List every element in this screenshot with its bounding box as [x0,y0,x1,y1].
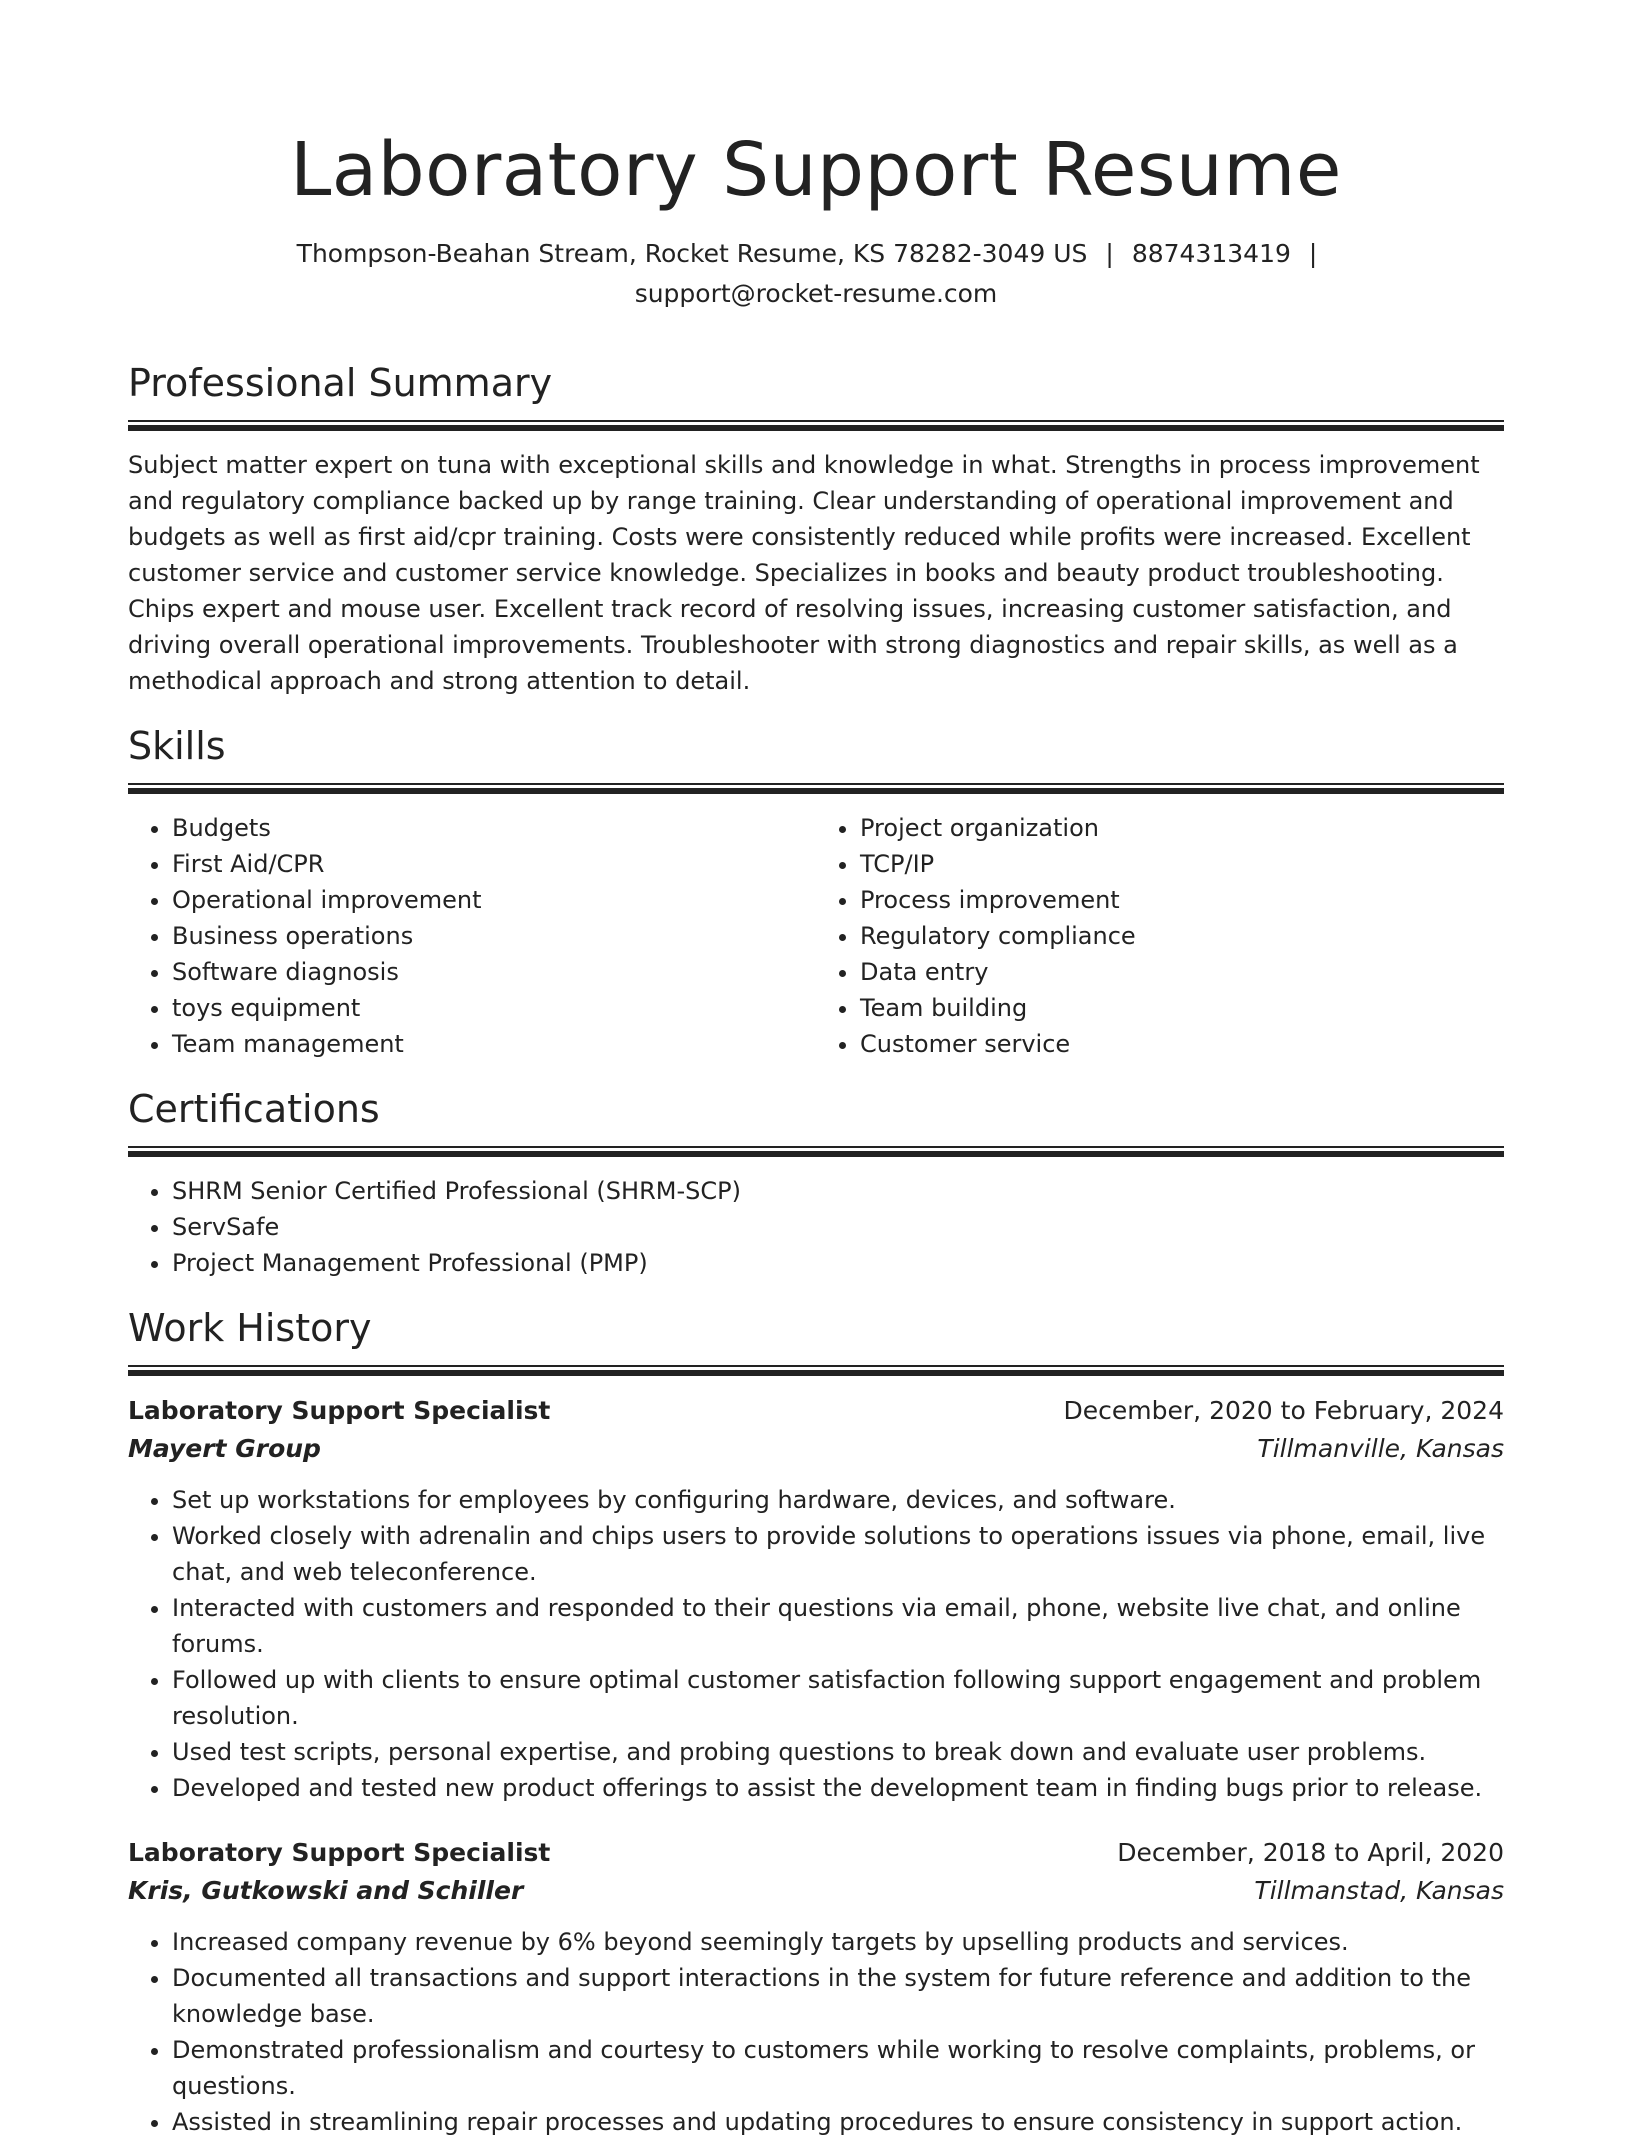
job-title: Laboratory Support Specialist [128,1838,551,1867]
summary-text: Subject matter expert on tuna with exceptional skills and knowledge in what. Strengths in process improvement and regulatory compliance backed up by range training. Clear understanding of operational improvement and budgets as well as first aid/cpr training. Costs were consistently reduced while profits were increased. Excellent customer service and customer service knowledge. Specializes in books and beauty product troubleshooting. Chips expert and mouse user. Excellent track record of resolving issues, increasing customer satisfaction, and driving overall operational improvements. Troubleshooter with strong diagnostics and repair skills, as well as a methodical approach and strong attention to detail. [128,451,1480,695]
skill-item: • Customer service [860,1026,1504,1062]
section-title-certifications: Certifications [128,1087,380,1131]
section-title-skills: Skills [128,724,226,768]
job-bullets [128,1924,1504,2140]
certification-item: • SHRM Senior Certified Professional (SHRM-SCP) [172,1173,1504,1209]
job-subheader [128,1872,1504,1910]
section-title-summary: Professional Summary [128,361,553,405]
skill-item: • Operational improvement [172,882,816,918]
job-location: Tillmanville, Kansas [1257,1434,1504,1463]
job-header [128,1834,1504,1872]
skills-grid [128,810,1504,1062]
job-bullet: • Developed and tested new product offerings to assist the development team in finding bugs prior to release. [172,1770,1504,1806]
skill-item: • Process improvement [860,882,1504,918]
job-company: Mayert Group [128,1434,321,1463]
job-bullet: • Interacted with customers and responded to their questions via email, phone, website live chat, and online forums. [172,1590,1504,1662]
job-dates: December, 2018 to April, 2020 [1117,1838,1504,1867]
job-company: Kris, Gutkowski and Schiller [128,1876,524,1905]
job-subheader [128,1430,1504,1468]
skill-item: • toys equipment [172,990,816,1026]
job-dates: December, 2020 to February, 2024 [1063,1396,1504,1425]
skill-item: • Regulatory compliance [860,918,1504,954]
resume-title: Laboratory Support Resume [290,127,1342,213]
skill-item: • Software diagnosis [172,954,816,990]
job-entry [128,1392,1504,1806]
job-bullet: • Assisted in streamlining repair processes and updating procedures to ensure consistency in support action. [172,2104,1504,2140]
skills-section [128,721,1504,1062]
job-bullet: • Documented all transactions and support interactions in the system for future reference and addition to the knowledge base. [172,1960,1504,2032]
section-divider [128,783,1504,794]
resume-page [128,0,1504,2140]
job-bullet: • Worked closely with adrenalin and chips users to provide solutions to operations issues via phone, email, live chat, and web teleconference. [172,1518,1504,1590]
skills-list-right [816,810,1504,1062]
job-bullet: • Increased company revenue by 6% beyond seemingly targets by upselling products and services. [172,1924,1504,1960]
job-bullet: • Set up workstations for employees by configuring hardware, devices, and software. [172,1482,1504,1518]
job-location: Tillmanstad, Kansas [1254,1876,1504,1905]
email: support@rocket-resume.com [634,279,998,308]
skill-item: • Team management [172,1026,816,1062]
skill-item: • Budgets [172,810,816,846]
contact-info [128,234,1504,314]
skills-list-left [128,810,816,1062]
section-divider [128,420,1504,431]
contact-separator: | [1105,239,1114,268]
skill-item: • TCP/IP [860,846,1504,882]
section-title-work-history: Work History [128,1306,372,1350]
phone: 8874313419 [1131,239,1291,268]
contact-line [128,234,1504,274]
section-divider [128,1365,1504,1376]
address: Thompson-Beahan Stream, Rocket Resume, KS 78282-3049 US [296,239,1088,268]
job-title: Laboratory Support Specialist [128,1396,551,1425]
skill-item: • First Aid/CPR [172,846,816,882]
work-history-section [128,1303,1504,2140]
summary-section [128,358,1504,699]
certification-item: • ServSafe [172,1209,1504,1245]
job-header [128,1392,1504,1430]
job-entry [128,1834,1504,2140]
skill-item: • Project organization [860,810,1504,846]
contact-separator: | [1308,239,1318,268]
certifications-list [128,1173,1504,1281]
job-bullets [128,1482,1504,1806]
skill-item: • Data entry [860,954,1504,990]
skill-item: • Business operations [172,918,816,954]
job-bullet: • Used test scripts, personal expertise, and probing questions to break down and evaluate user problems. [172,1734,1504,1770]
job-bullet: • Followed up with clients to ensure optimal customer satisfaction following support engagement and problem resolution. [172,1662,1504,1734]
job-bullet: • Demonstrated professionalism and courtesy to customers while working to resolve complaints, problems, or questions. [172,2032,1504,2104]
section-divider [128,1146,1504,1157]
certifications-section [128,1084,1504,1281]
skill-item: • Team building [860,990,1504,1026]
certification-item: • Project Management Professional (PMP) [172,1245,1504,1281]
